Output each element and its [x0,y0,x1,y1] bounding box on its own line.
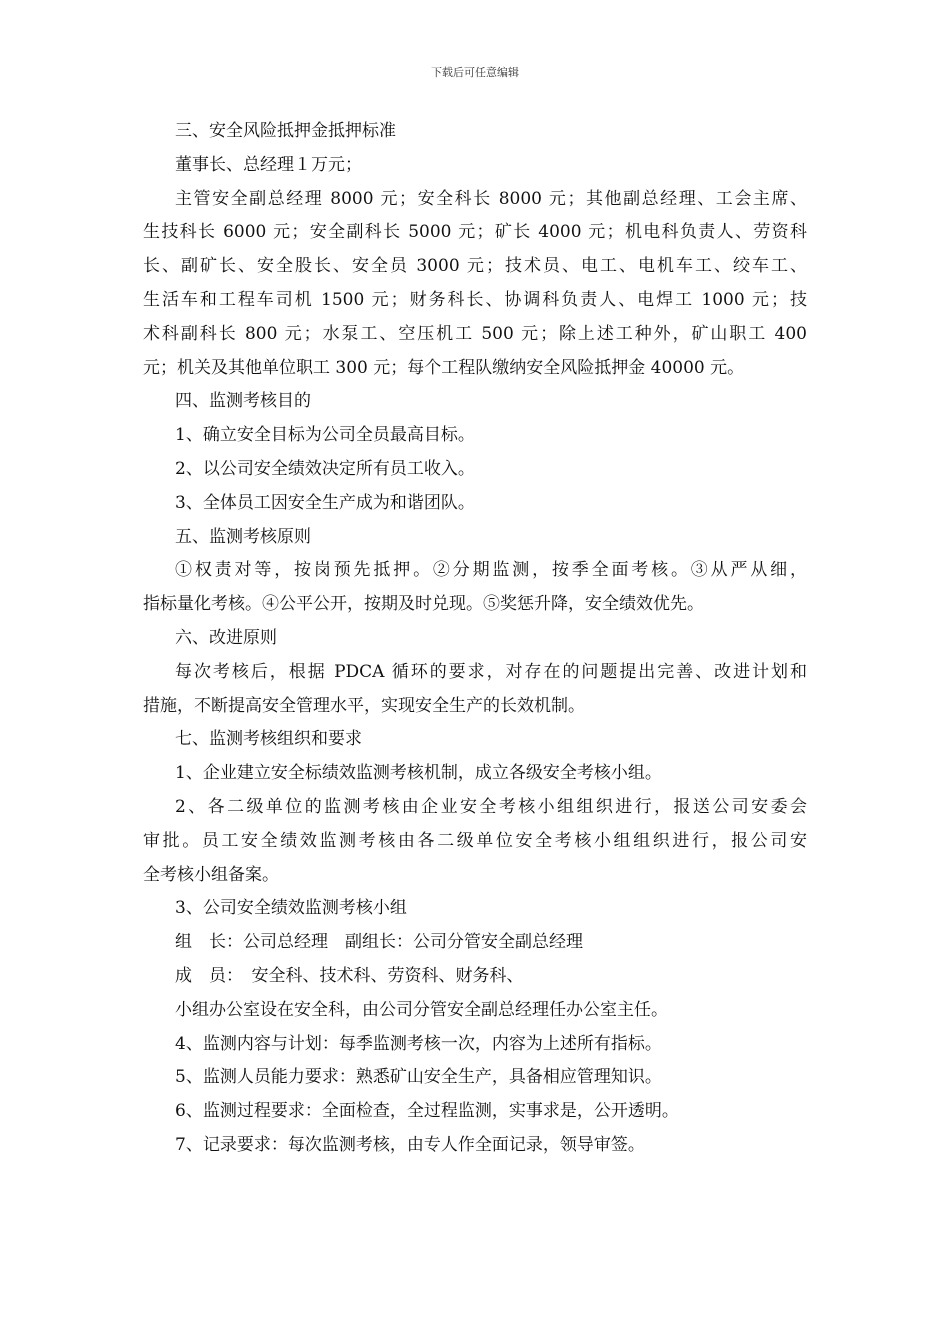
text-line: 每次考核后，根据 PDCA 循环的要求，对存在的问题提出完善、改进计划和 [175,661,807,682]
text-line: 长、副矿长、安全股长、安全员 3000 元；技术员、电工、电机车工、绞车工、 [143,256,807,277]
text-line: 七、监测考核组织和要求 [175,729,362,750]
text-line: 六、改进原则 [175,627,277,648]
text-line: 2、以公司安全绩效决定所有员工收入。 [175,458,475,479]
text-line: 4、监测内容与计划：每季监测考核一次，内容为上述所有指标。 [175,1033,662,1054]
page-header-note: 下载后可任意编辑 [431,66,519,79]
text-line: 1、企业建立安全标绩效监测考核机制，成立各级安全考核小组。 [175,763,662,784]
text-line: 五、监测考核原则 [175,526,311,547]
text-line: 全考核小组备案。 [143,864,279,885]
text-line: 三、安全风险抵押金抵押标准 [175,121,396,141]
text-line: 成 员： 安全科、技术科、劳资科、财务科、 [175,965,524,986]
text-line: 审批。员工安全绩效监测考核由各二级单位安全考核小组组织进行，报公司安 [143,830,807,851]
text-line: 3、全体员工因安全生产成为和谐团队。 [175,492,475,513]
text-line: 6、监测过程要求：全面检查，全过程监测，实事求是，公开透明。 [175,1101,679,1122]
text-line: 元；机关及其他单位职工 300 元；每个工程队缴纳安全风险抵押金 40000 元。 [143,357,745,378]
text-line: 7、记录要求：每次监测考核，由专人作全面记录，领导审签。 [175,1134,645,1155]
text-line: 3、公司安全绩效监测考核小组 [175,898,407,919]
text-line: ①权责对等，按岗预先抵押。②分期监测，按季全面考核。③从严从细， [175,560,807,581]
text-line: 董事长、总经理１万元； [175,154,362,175]
text-line: 措施，不断提高安全管理水平，实现安全生产的长效机制。 [143,695,585,716]
text-line: 术科副科长 800 元；水泵工、空压机工 500 元；除上述工种外，矿山职工 400 [143,323,807,344]
document-body [143,122,807,1170]
text-line: 指标量化考核。④公平公开，按期及时兑现。⑤奖惩升降，安全绩效优先。 [143,594,704,615]
text-line: 生活车和工程车司机 1500 元；财务科长、协调科负责人、电焊工 1000 元；技 [143,289,807,310]
text-line: 小组办公室设在安全科，由公司分管安全副总经理任办公室主任。 [175,999,668,1020]
text-line: 组 长：公司总经理 副组长：公司分管安全副总经理 [175,932,583,953]
text-line: 2、各二级单位的监测考核由企业安全考核小组组织进行，报送公司安委会 [175,796,807,817]
text-line: 四、监测考核目的 [175,391,311,412]
text-line: 主管安全副总经理 8000 元；安全科长 8000 元；其他副总经理、工会主席、 [175,188,807,209]
text-line: 5、监测人员能力要求：熟悉矿山安全生产，具备相应管理知识。 [175,1067,662,1088]
text-line: 1、确立安全目标为公司全员最高目标。 [175,425,475,446]
text-line: 生技科长 6000 元；安全副科长 5000 元；矿长 4000 元；机电科负责人、劳资科 [143,222,807,243]
